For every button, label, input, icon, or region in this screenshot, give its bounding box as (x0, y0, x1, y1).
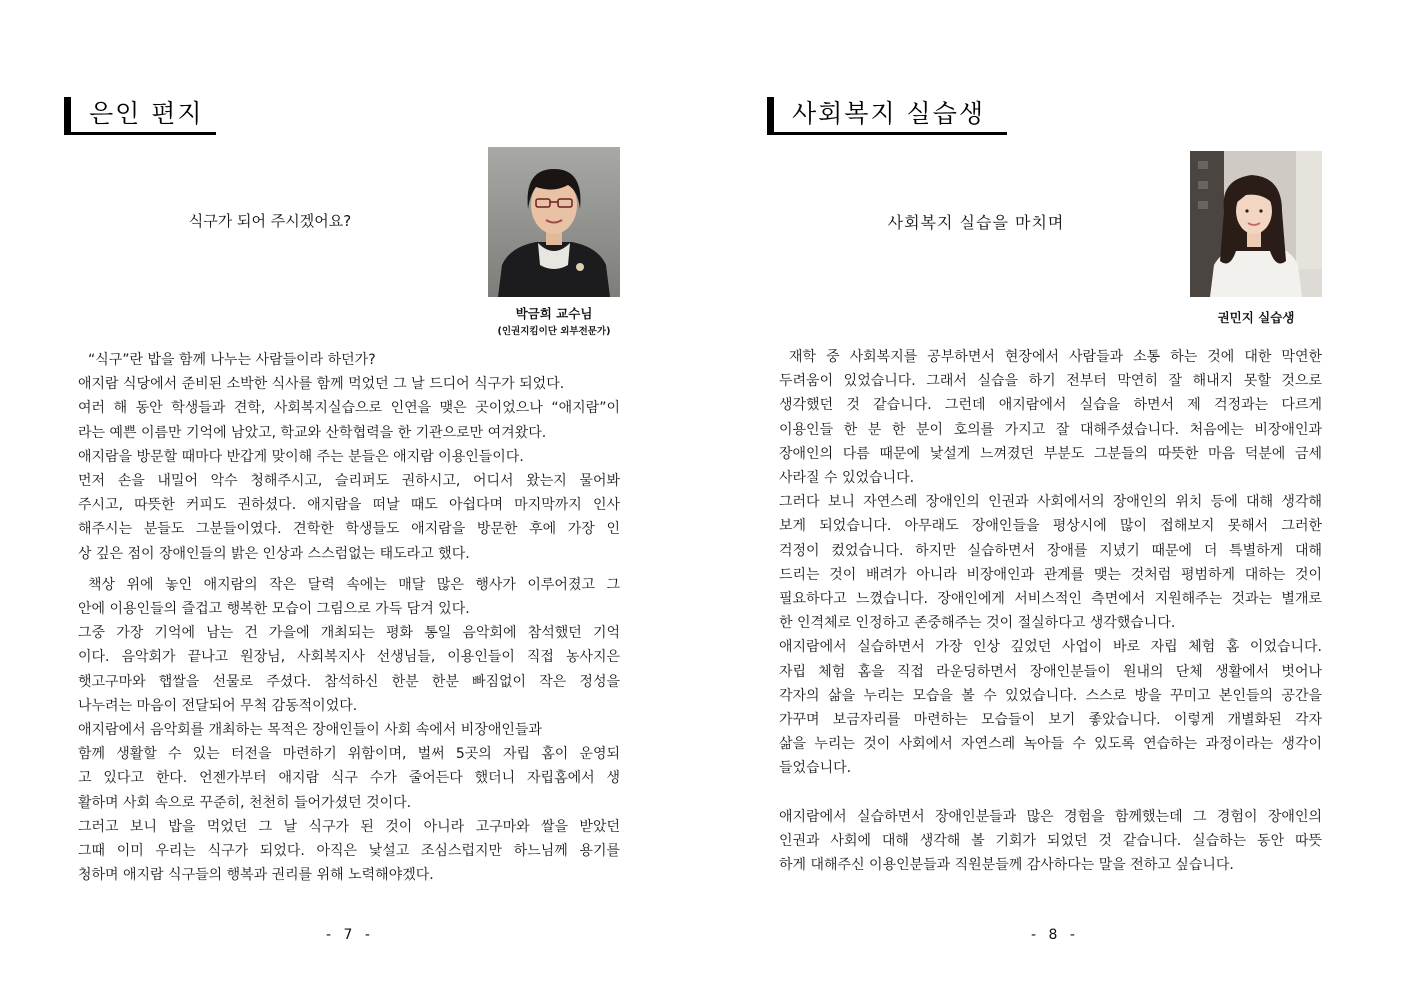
text-line: 애지람에서 실습하면서 가장 인상 깊었던 사업이 바로 자립 체험 홈 이었습니다. (779, 639, 1322, 656)
text-line: 인권과 사회에 대해 생각해 볼 기회가 되었던 것 같습니다. 실습하는 동안 따뜻 (779, 832, 1322, 849)
article-body (78, 348, 620, 887)
text-line: 나누려는 마음이 전달되어 무척 감동적이었다. (78, 697, 358, 714)
author-organization: (인권지킴이단 외부전문가) (497, 326, 611, 337)
left-page (0, 0, 701, 992)
section-title: 은인 편지 (64, 97, 216, 135)
text-line: 사라질 수 있었습니다. (779, 470, 915, 487)
text-line: 걱정이 컸었습니다. 하지만 실습하면서 장애를 지녔기 때문에 더 특별하게 대해 (779, 542, 1322, 559)
text-line: 여러 해 동안 학생들과 견학, 사회복지실습으로 인연을 맺은 곳이었으나 “애지람”이 (78, 400, 620, 417)
text-line: 활하며 사회 속으로 꾸준히, 천천히 들어가셨던 것이다. (78, 794, 412, 811)
text-line: 고 있다고 한다. 언젠가부터 애지람 식구 수가 줄어든다 했더니 자립홈에서 생 (78, 770, 620, 787)
right-page (701, 0, 1403, 992)
text-line: 애지람 식당에서 준비된 소박한 식사를 함께 먹었던 그 날 드디어 식구가 되었다. (78, 376, 565, 393)
text-line: 재학 중 사회복지를 공부하면서 현장에서 사람들과 소통 하는 것에 대한 막연한 (789, 349, 1322, 365)
text-line: 그러다 보니 자연스레 장애인의 인권과 사회에서의 장애인의 위치 등에 대해 생각해 (779, 494, 1322, 511)
text-line: 그러고 보니 밥을 먹었던 그 날 식구가 된 것이 아니라 고구마와 쌀을 받았던 (78, 818, 620, 835)
article-subtitle: 사회복지 실습을 마치며 (887, 213, 1065, 232)
text-line: 이용인들 한 분 한 분이 호의를 가지고 잘 대해주셨습니다. 처음에는 비장애인과 (779, 421, 1322, 438)
text-line: 햇고구마와 햅쌀을 선물로 주셨다. 참석하신 한분 한분 빠짐없이 작은 정성을 (78, 673, 620, 690)
text-line: 이다. 음악회가 끝나고 원장님, 사회복지사 선생님들, 이용인들이 직접 농사지은 (78, 649, 620, 666)
text-line: 삶을 누리는 것이 사회에서 자연스레 녹아들 수 있도록 연습하는 과정이라는 생각이 (779, 736, 1322, 753)
text-line: 라는 예쁜 이름만 기억에 남았고, 학교와 산학협력을 한 기관으로만 여겨왔다. (78, 424, 547, 441)
text-line: 책상 위에 놓인 애지람의 작은 달력 속에는 매달 많은 행사가 이루어졌고 그 (88, 576, 620, 593)
text-line: 함께 생활할 수 있는 터전을 마련하기 위함이며, 벌써 5곳의 자립 홈이 운영되 (78, 746, 620, 763)
text-line: 가꾸며 보금자리를 마련하는 모습들이 보기 좋았습니다. 이렇게 개별화된 각자 (779, 712, 1322, 729)
text-line: 상 깊은 점이 장애인들의 밝은 인상과 스스럼없는 태도라고 했다. (78, 545, 470, 562)
section-title: 사회복지 실습생 (767, 97, 1007, 135)
text-line: 장애인의 다름 때문에 낯설게 느껴졌던 부분도 그분들의 따뜻한 마음 덕분에 금세 (779, 445, 1322, 462)
text-line: 애지람을 방문할 때마다 반갑게 맞이해 주는 분들은 애지람 이용인들이다. (78, 448, 524, 465)
text-line: 자립 체험 홈을 직접 라운딩하면서 장애인분들이 원내의 단체 생활에서 벗어나 (779, 663, 1322, 680)
text-line: 두려움이 있었습니다. 그래서 실습을 하기 전부터 막연히 잘 해내지 못할 것으로 (779, 373, 1322, 390)
text-line: 해주시는 분들도 그분들이였다. 견학한 학생들도 애지람을 방문한 후에 가장 인 (78, 521, 620, 538)
text-line: 애지람에서 실습하면서 장애인분들과 많은 경험을 함께했는데 그 경험이 장애인의 (779, 808, 1322, 825)
text-line: 필요하다고 느꼈습니다. 장애인에게 서비스적인 측면에서 지원해주는 것과는 별개로 (779, 591, 1322, 608)
article-subtitle: 식구가 되어 주시겠어요? (188, 212, 352, 230)
text-line: 안에 이용인들의 즐겁고 행복한 모습이 그림으로 가득 담겨 있다. (78, 601, 470, 618)
author-name: 박금희 교수님 (515, 306, 593, 321)
text-line: 청하며 애지람 식구들의 행복과 권리를 위해 노력해야겠다. (78, 867, 434, 884)
text-line: 들었습니다. (779, 760, 852, 777)
article-body (779, 345, 1322, 877)
text-line: 생각했던 것 같습니다. 그런데 애지람에서 실습을 하면서 제 걱정과는 다르게 (779, 397, 1322, 414)
text-line: 주시고, 따뜻한 커피도 권하셨다. 애지람을 떠날 때도 아쉽다며 마지막까지 인사 (78, 497, 620, 514)
text-line: 그중 가장 기억에 남는 건 가을에 개최되는 평화 통일 음악회에 참석했던 기억 (78, 625, 620, 642)
text-line: 보게 되었습니다. 아무래도 장애인들을 평상시에 많이 접해보지 못해서 그러한 (779, 518, 1322, 535)
text-line: 드리는 것이 배려가 아니라 비장애인과 관계를 맺는 것처럼 평범하게 대하는 것이 (779, 566, 1322, 583)
text-line: 애지람에서 음악회를 개최하는 목적은 장애인들이 사회 속에서 비장애인들과 (78, 722, 542, 739)
author-photo (1190, 151, 1322, 297)
text-line: 그때 이미 우리는 식구가 되었다. 아직은 낯설고 조심스럽지만 하느님께 용기를 (78, 843, 620, 860)
text-line: 한 인격체로 인정하고 존중해주는 것이 절실하다고 생각했습니다. (779, 615, 1176, 632)
author-name: 권민지 실습생 (1217, 310, 1295, 325)
text-line: “식구”란 밥을 함께 나누는 사람들이라 하던가? (88, 352, 376, 368)
page-number: - 7 - (326, 927, 374, 943)
page-number: - 8 - (1031, 927, 1079, 943)
text-line: 먼저 손을 내밀어 악수 청해주시고, 슬리퍼도 권하시고, 어디서 왔는지 물어봐 (78, 473, 620, 490)
text-line: 각자의 삶을 누리는 모습을 볼 수 있었습니다. 스스로 방을 꾸미고 본인들의 공간을 (779, 687, 1322, 704)
text-line: 하게 대해주신 이용인분들과 직원분들께 감사하다는 말을 전하고 싶습니다. (779, 857, 1234, 874)
author-photo (488, 147, 620, 297)
